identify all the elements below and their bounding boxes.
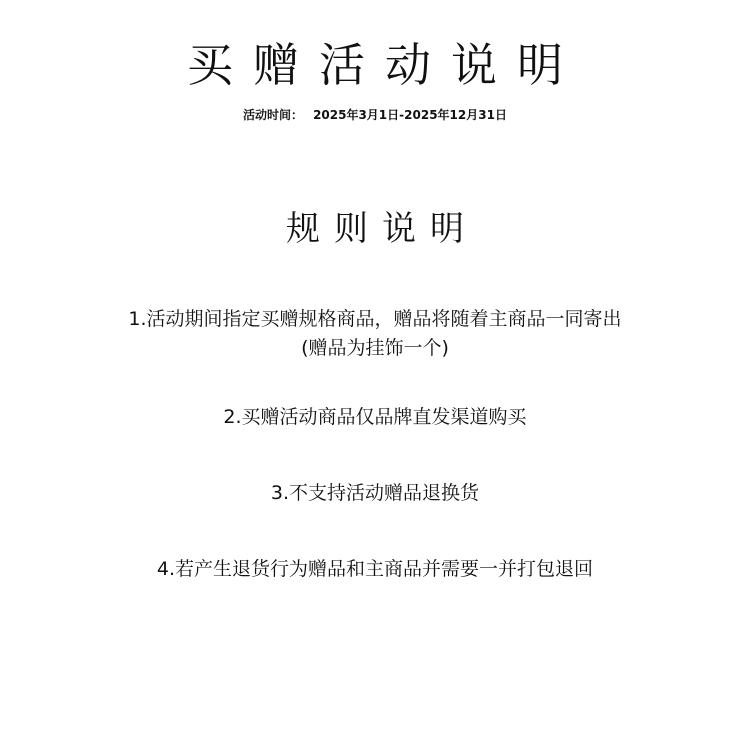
activity-period-value: 2025年3月1日-2025年12月31日 bbox=[313, 108, 507, 122]
rule-item-1-note: (赠品为挂饰一个) bbox=[301, 337, 449, 359]
rules-heading: 规则说明 bbox=[286, 209, 478, 249]
rule-item-2: 2.买赠活动商品仅品牌直发渠道购买 bbox=[223, 406, 527, 428]
rule-item-4: 4.若产生退货行为赠品和主商品并需要一并打包退回 bbox=[156, 558, 594, 580]
page-title: 买赠活动说明 bbox=[187, 38, 583, 92]
activity-period bbox=[0, 105, 750, 125]
activity-period-label: 活动时间： bbox=[243, 108, 304, 122]
rule-item-3: 3.不支持活动赠品退换货 bbox=[270, 482, 480, 504]
rule-item-1: 1.活动期间指定买赠规格商品，赠品将随着主商品一同寄出 bbox=[128, 308, 622, 330]
